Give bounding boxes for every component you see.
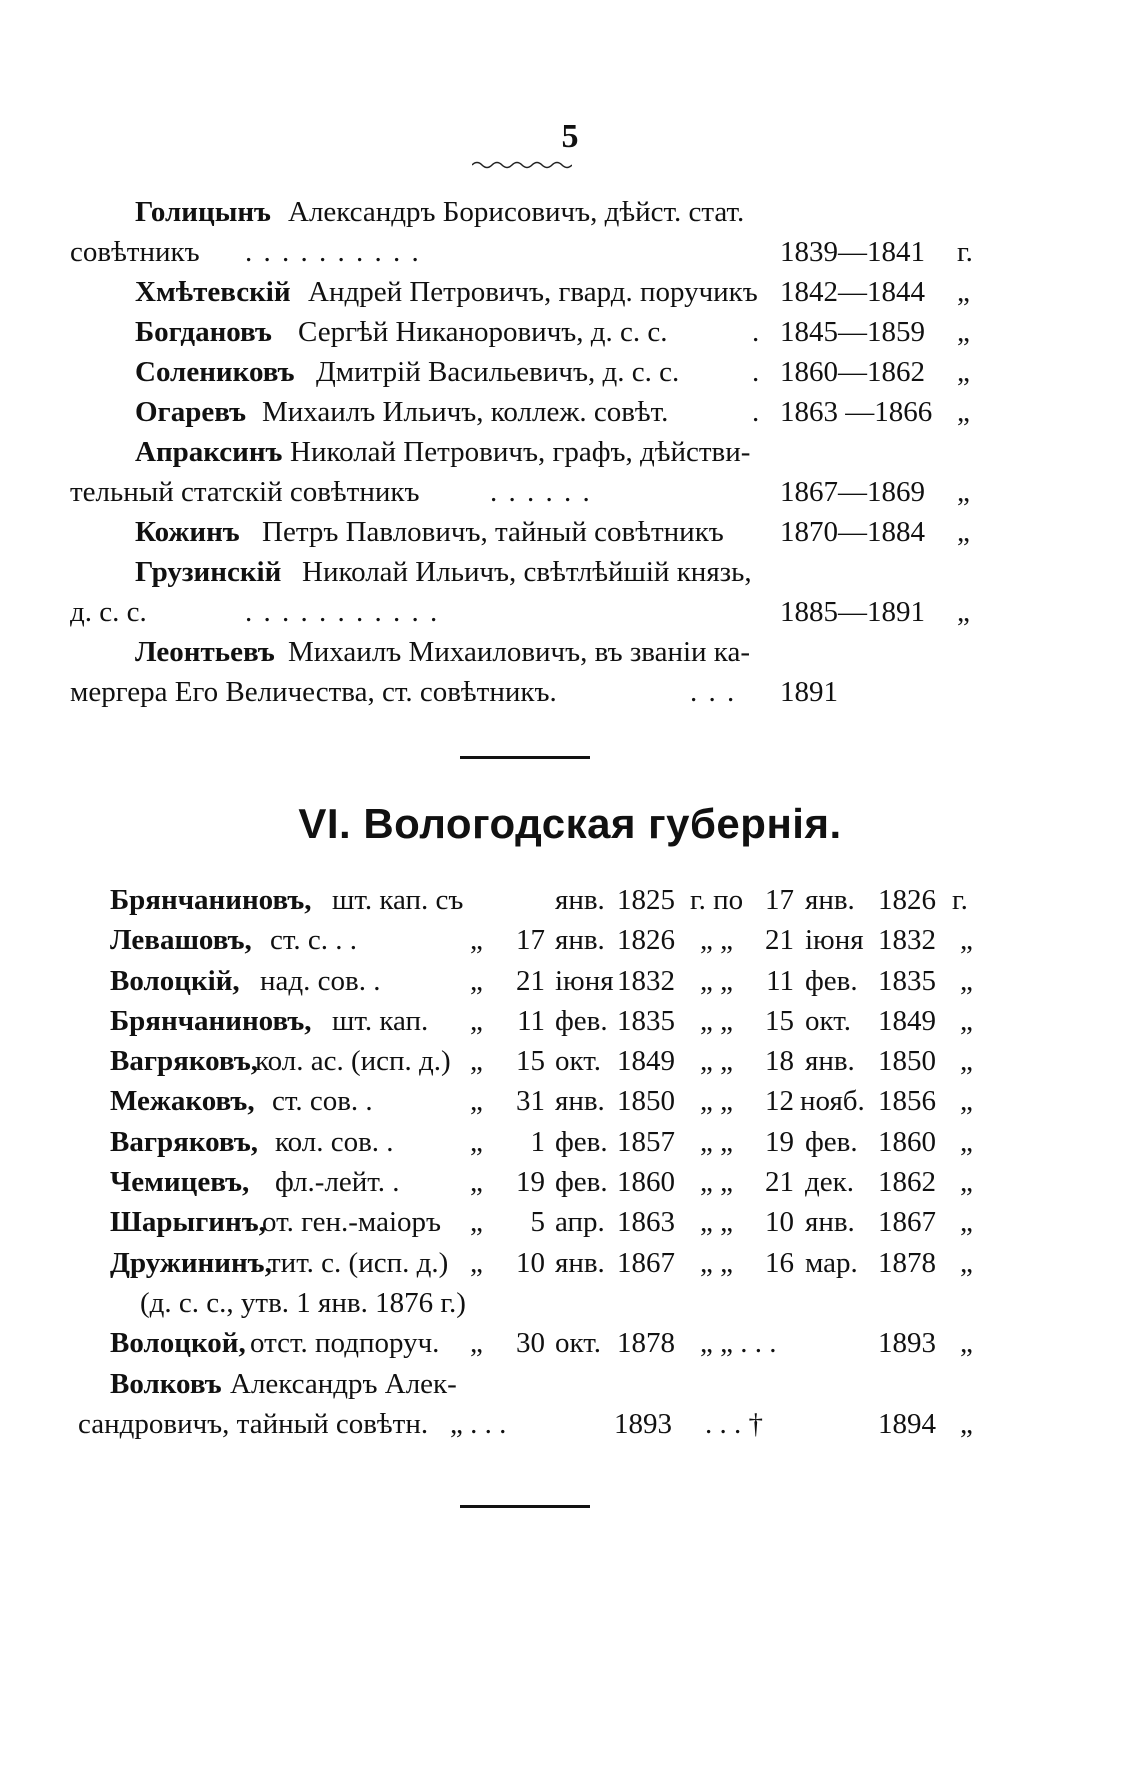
start-year: 1825 — [617, 884, 675, 916]
start-month: фев. — [555, 1166, 608, 1199]
end-year: 1832 — [878, 924, 936, 957]
list-item — [0, 632, 1140, 672]
list-item — [0, 352, 1140, 392]
end-day: 16 — [765, 1246, 794, 1279]
official-description: д. с. с. — [70, 596, 147, 628]
start-day: 17 — [516, 924, 545, 957]
end-month: дек. — [805, 1166, 854, 1199]
dagger-mark: . . . † — [705, 1407, 763, 1440]
official-description: Михаилъ Михаиловичъ, въ званіи ка- — [288, 636, 750, 668]
year-suffix: „ — [957, 276, 970, 308]
table-row — [0, 920, 1140, 960]
official-name: Хмѣтевскій — [135, 276, 291, 308]
year-suffix: г. — [957, 236, 973, 268]
table-row — [0, 1364, 1140, 1404]
governor-name: Волоцкій, — [110, 964, 240, 997]
ditto-mark: „ — [470, 1085, 483, 1118]
start-month: янв. — [555, 884, 605, 916]
end-day: 18 — [765, 1045, 794, 1078]
start-month: іюня — [555, 964, 614, 997]
governor-rank: сандровичъ, тайный совѣтн. — [78, 1407, 429, 1440]
ditto-mark: „ — [470, 1166, 483, 1199]
end-month: янв. — [805, 1045, 855, 1078]
start-year: 1857 — [617, 1125, 675, 1158]
governor-name: Вагряковъ, — [110, 1045, 259, 1078]
start-month: апр. — [555, 1206, 605, 1239]
ditto-mark: „ . . . — [450, 1407, 507, 1440]
official-name: Солениковъ — [135, 356, 295, 388]
governor-rank: тит. с. (исп. д.) — [268, 1246, 449, 1279]
end-year: 1867 — [878, 1206, 936, 1239]
year-suffix: „ — [957, 316, 970, 348]
ditto-mark: „ — [470, 1125, 483, 1158]
table-row — [0, 880, 1140, 920]
governor-name: Вагряковъ, — [110, 1125, 259, 1158]
official-description: совѣтникъ — [70, 236, 200, 268]
ditto-mark: „ — [470, 1045, 483, 1078]
tenure-years: 1885—1891 — [780, 596, 925, 628]
list-item — [0, 472, 1140, 512]
tenure-years: 1891 — [780, 676, 838, 708]
dot-leader: . — [752, 356, 762, 388]
start-day: 5 — [530, 1206, 545, 1239]
end-day: 21 — [765, 1166, 794, 1199]
end-year: 1862 — [878, 1166, 936, 1199]
table-row — [0, 1404, 1140, 1444]
start-month: янв. — [555, 924, 605, 957]
end-year: 1860 — [878, 1125, 936, 1158]
governor-rank: кол. ас. (исп. д.) — [255, 1045, 451, 1078]
tenure-years: 1845—1859 — [780, 316, 925, 348]
ditto-mark: „ „ — [700, 1206, 733, 1239]
governor-name: Левашовъ, — [110, 924, 252, 957]
official-name: Грузинскій — [135, 556, 282, 588]
official-name: Леонтьевъ — [135, 636, 275, 668]
table-row — [0, 1243, 1140, 1283]
official-description: Дмитрій Васильевичъ, д. с. с. — [316, 356, 680, 388]
start-day: 11 — [517, 1004, 545, 1037]
end-month: янв. — [805, 1206, 855, 1239]
governor-rank: фл.-лейт. . — [275, 1166, 400, 1199]
official-name: Кожинъ — [135, 516, 240, 548]
governor-rank: отст. подпоруч. — [250, 1327, 440, 1360]
section-title: VI. Вологодская губернія. — [298, 800, 842, 847]
official-description: Петръ Павловичъ, тайный совѣтникъ — [262, 516, 724, 548]
start-year: 1863 — [617, 1206, 675, 1239]
ditto-mark: „ „ . . . — [700, 1327, 777, 1360]
start-day: 1 — [530, 1125, 545, 1158]
year-suffix: г. — [952, 884, 968, 916]
dot-leader: . — [752, 396, 762, 428]
ditto-mark: „ — [470, 924, 483, 957]
list-item — [0, 192, 1140, 232]
start-year: 1832 — [617, 964, 675, 997]
governor-name: Волоцкой, — [110, 1327, 246, 1360]
tenure-years: 1870—1884 — [780, 516, 925, 548]
ditto-mark: „ — [470, 1327, 483, 1360]
official-description: Николай Петровичъ, графъ, дѣйстви- — [290, 436, 751, 468]
tenure-years: 1839—1841 — [780, 236, 925, 268]
list-item — [0, 512, 1140, 552]
governors-table — [0, 880, 1140, 1444]
section-divider — [460, 1505, 590, 1508]
start-month: окт. — [555, 1327, 601, 1360]
end-month: фев. — [805, 964, 858, 997]
end-year: 1894 — [878, 1407, 936, 1440]
end-day: 12 — [765, 1085, 794, 1118]
end-day: 11 — [766, 964, 794, 997]
start-year: 1867 — [617, 1246, 675, 1279]
ditto-mark: „ „ — [700, 1004, 733, 1037]
start-month: фев. — [555, 1004, 608, 1037]
year-suffix: „ — [960, 1085, 973, 1118]
governor-name: Волковъ — [110, 1367, 222, 1400]
ditto-mark: „ „ — [700, 1045, 733, 1078]
start-year: 1826 — [617, 924, 675, 957]
tenure-years: 1867—1869 — [780, 476, 925, 508]
ditto-mark: „ — [470, 1206, 483, 1239]
ditto-mark: „ — [470, 1246, 483, 1279]
official-description: Александръ Борисовичъ, дѣйст. стат. — [288, 196, 745, 228]
official-description: Сергѣй Никаноровичъ, д. с. с. — [298, 316, 668, 348]
end-year: 1850 — [878, 1045, 936, 1078]
start-year: 1878 — [617, 1327, 675, 1360]
appointment-note: (д. с. с., утв. 1 янв. 1876 г.) — [140, 1286, 466, 1319]
end-month: окт. — [805, 1004, 851, 1037]
year-suffix: „ — [957, 396, 970, 428]
ditto-mark: „ — [470, 964, 483, 997]
governor-rank: кол. сов. . — [275, 1125, 394, 1158]
start-day: 15 — [516, 1045, 545, 1078]
start-day: 30 — [516, 1327, 545, 1360]
start-month: окт. — [555, 1045, 601, 1078]
governor-name: Шарыгинъ, — [110, 1206, 266, 1239]
end-day: 19 — [765, 1125, 794, 1158]
year-suffix: „ — [960, 1125, 973, 1158]
official-name: Голицынъ — [135, 196, 271, 228]
official-description: мергера Его Величества, ст. совѣтникъ. — [70, 676, 557, 708]
end-month: нояб. — [800, 1085, 865, 1118]
ditto-mark: „ „ — [700, 924, 733, 957]
end-year: 1849 — [878, 1004, 936, 1037]
ornament-squiggle — [472, 160, 572, 170]
governor-name: Чемицевъ, — [110, 1166, 250, 1199]
governor-rank: над. сов. . — [260, 964, 381, 997]
governor-rank: ст. сов. . — [272, 1085, 373, 1118]
table-row — [0, 961, 1140, 1001]
year-suffix: „ — [960, 1206, 973, 1239]
ditto-mark: „ „ — [700, 1246, 733, 1279]
page-number: 5 — [561, 118, 579, 155]
ditto-mark: „ — [470, 1004, 483, 1037]
ditto-mark: „ „ — [700, 1166, 733, 1199]
end-month: янв. — [805, 884, 855, 916]
end-month: іюня — [805, 924, 864, 957]
start-year: 1849 — [617, 1045, 675, 1078]
list-item — [0, 392, 1140, 432]
year-suffix: „ — [960, 964, 973, 997]
ditto-mark: г. по — [690, 884, 744, 916]
table-row — [0, 1283, 1140, 1323]
start-month: янв. — [555, 1246, 605, 1279]
start-year: 1835 — [617, 1004, 675, 1037]
table-row — [0, 1081, 1140, 1121]
year-suffix: „ — [960, 1045, 973, 1078]
ditto-mark: „ „ — [700, 964, 733, 997]
official-description: Николай Ильичъ, свѣтлѣйшій князь, — [302, 556, 752, 588]
governor-name: Брянчаниновъ, — [110, 1004, 312, 1037]
tenure-years: 1860—1862 — [780, 356, 925, 388]
end-month: фев. — [805, 1125, 858, 1158]
end-day: 21 — [765, 924, 794, 957]
year-suffix: „ — [960, 1327, 973, 1360]
year-suffix: „ — [960, 924, 973, 957]
list-item — [0, 552, 1140, 592]
tenure-years: 1863 —1866 — [780, 396, 933, 428]
list-item — [0, 432, 1140, 472]
governor-rank: шт. кап. — [332, 1004, 429, 1037]
governor-name: Брянчаниновъ, — [110, 884, 312, 916]
end-year: 1893 — [878, 1327, 936, 1360]
dot-leader: . . . — [690, 676, 737, 708]
end-year: 1826 — [878, 884, 936, 916]
end-month: мар. — [805, 1246, 858, 1279]
governor-name: Межаковъ, — [110, 1085, 255, 1118]
ditto-mark: „ „ — [700, 1125, 733, 1158]
governor-rank: шт. кап. съ — [332, 884, 464, 916]
list-item — [0, 672, 1140, 712]
official-name: Богдановъ — [135, 316, 272, 348]
year-suffix: „ — [957, 356, 970, 388]
start-year: 1850 — [617, 1085, 675, 1118]
table-row — [0, 1122, 1140, 1162]
end-day: 17 — [765, 884, 794, 916]
start-year: 1860 — [617, 1166, 675, 1199]
dot-leader: . . . . . . . . . . — [245, 236, 421, 268]
dot-leader: . . . . . . — [490, 476, 592, 508]
start-day: 31 — [516, 1085, 545, 1118]
governor-rank: от. ген.-маіоръ — [262, 1206, 441, 1239]
year-suffix: „ — [957, 596, 970, 628]
governor-rank: Александръ Алек- — [230, 1367, 457, 1400]
year-suffix: „ — [957, 476, 970, 508]
year-suffix: „ — [960, 1166, 973, 1199]
list-item — [0, 592, 1140, 632]
year-suffix: „ — [960, 1004, 973, 1037]
start-day: 10 — [516, 1246, 545, 1279]
official-description: тельный статскій совѣтникъ — [70, 476, 420, 508]
governor-name: Дружининъ, — [110, 1246, 272, 1279]
start-day: 21 — [516, 964, 545, 997]
list-item — [0, 312, 1140, 352]
start-year: 1893 — [614, 1407, 672, 1440]
table-row — [0, 1041, 1140, 1081]
table-row — [0, 1001, 1140, 1041]
start-day: 19 — [516, 1166, 545, 1199]
official-description: Михаилъ Ильичъ, коллеж. совѣт. — [262, 396, 669, 428]
table-row — [0, 1162, 1140, 1202]
dot-leader: . — [752, 316, 762, 348]
list-item — [0, 232, 1140, 272]
start-month: янв. — [555, 1085, 605, 1118]
tenure-years: 1842—1844 — [780, 276, 925, 308]
table-row — [0, 1202, 1140, 1242]
official-description: Андрей Петровичъ, гвард. поручикъ — [308, 276, 758, 308]
end-year: 1835 — [878, 964, 936, 997]
end-year: 1856 — [878, 1085, 936, 1118]
year-suffix: „ — [960, 1246, 973, 1279]
year-suffix: „ — [960, 1407, 973, 1440]
list-item — [0, 272, 1140, 312]
officials-list — [0, 192, 1140, 712]
governor-rank: ст. с. . . — [270, 924, 357, 957]
year-suffix: „ — [957, 516, 970, 548]
ditto-mark: „ „ — [700, 1085, 733, 1118]
start-month: фев. — [555, 1125, 608, 1158]
end-year: 1878 — [878, 1246, 936, 1279]
end-day: 15 — [765, 1004, 794, 1037]
official-name: Огаревъ — [135, 396, 247, 428]
table-row — [0, 1323, 1140, 1363]
end-day: 10 — [765, 1206, 794, 1239]
dot-leader: . . . . . . . . . . . — [245, 596, 440, 628]
official-name: Апраксинъ — [135, 436, 283, 468]
section-divider — [460, 756, 590, 759]
